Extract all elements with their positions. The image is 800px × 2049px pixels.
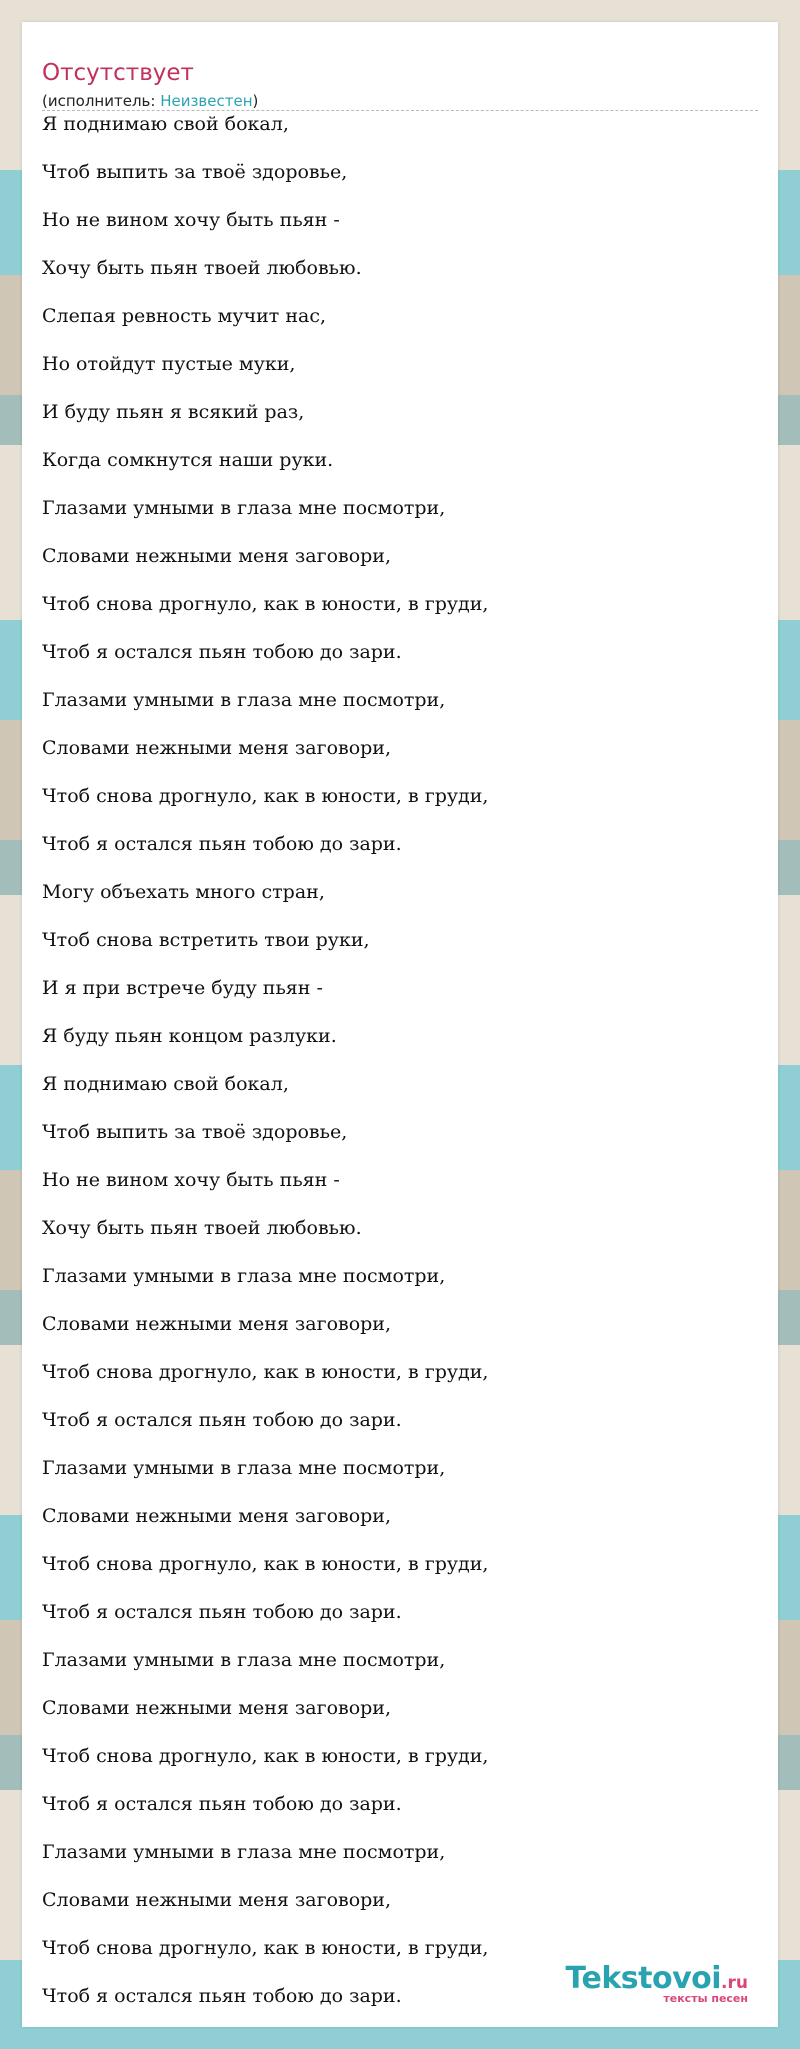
lyric-line: Чтоб снова дрогнуло, как в юности, в груди, <box>42 1361 489 1383</box>
lyric-line: Чтоб снова встретить твои руки, <box>42 929 370 951</box>
lyric-line: Глазами умными в глаза мне посмотри, <box>42 1457 446 1479</box>
song-title: Отсутствует <box>42 60 194 86</box>
performer-prefix: (исполнитель: <box>42 92 161 110</box>
lyric-line: Словами нежными меня заговори, <box>42 545 392 567</box>
lyric-line: Но не вином хочу быть пьян - <box>42 1169 340 1191</box>
lyric-line: Хочу быть пьян твоей любовью. <box>42 1217 362 1239</box>
lyric-line: Чтоб я остался пьян тобою до зари. <box>42 1793 402 1815</box>
lyric-line: Я поднимаю свой бокал, <box>42 113 289 135</box>
lyric-line: Чтоб снова дрогнуло, как в юности, в груди, <box>42 1553 489 1575</box>
lyric-line: Словами нежными меня заговори, <box>42 737 392 759</box>
lyric-line: Когда сомкнутся наши руки. <box>42 449 334 471</box>
logo-tagline: тексты песен <box>663 1992 748 2005</box>
logo-main: Tekstovoi <box>565 1961 722 1996</box>
performer-suffix: ) <box>252 92 259 110</box>
lyric-line: Чтоб снова дрогнуло, как в юности, в груди, <box>42 1937 489 1959</box>
lyric-line: Чтоб снова дрогнуло, как в юности, в груди, <box>42 593 489 615</box>
lyric-line: Чтоб выпить за твоё здоровье, <box>42 1121 348 1143</box>
performer-link[interactable]: Неизвестен <box>160 92 253 110</box>
lyric-line: Словами нежными меня заговори, <box>42 1505 392 1527</box>
lyric-line: Слепая ревность мучит нас, <box>42 305 327 327</box>
site-logo[interactable] <box>566 1961 749 2005</box>
logo-suffix: .ru <box>721 1973 748 1993</box>
lyric-line: Словами нежными меня заговори, <box>42 1697 392 1719</box>
lyric-line: Но отойдут пустые муки, <box>42 353 296 375</box>
lyrics-card <box>22 22 778 2027</box>
lyric-line: Хочу быть пьян твоей любовью. <box>42 257 362 279</box>
lyric-line: Но не вином хочу быть пьян - <box>42 209 340 231</box>
lyric-line: Словами нежными меня заговори, <box>42 1889 392 1911</box>
lyric-line: Я буду пьян концом разлуки. <box>42 1025 337 1047</box>
lyric-line: Чтоб я остался пьян тобою до зари. <box>42 1985 402 2007</box>
lyric-line: Чтоб я остался пьян тобою до зари. <box>42 1409 402 1431</box>
lyric-line: Глазами умными в глаза мне посмотри, <box>42 1265 446 1287</box>
lyric-line: Глазами умными в глаза мне посмотри, <box>42 497 446 519</box>
lyric-line: И буду пьян я всякий раз, <box>42 401 305 423</box>
lyric-line: Глазами умными в глаза мне посмотри, <box>42 689 446 711</box>
lyric-line: Чтоб я остался пьян тобою до зари. <box>42 833 402 855</box>
lyric-line: Глазами умными в глаза мне посмотри, <box>42 1841 446 1863</box>
lyric-line: И я при встрече буду пьян - <box>42 977 323 999</box>
lyrics-body <box>42 100 758 2020</box>
lyric-line: Чтоб снова дрогнуло, как в юности, в груди, <box>42 1745 489 1767</box>
lyric-line: Чтоб снова дрогнуло, как в юности, в груди, <box>42 785 489 807</box>
lyric-line: Чтоб выпить за твоё здоровье, <box>42 161 348 183</box>
lyric-line: Чтоб я остался пьян тобою до зари. <box>42 641 402 663</box>
lyric-line: Словами нежными меня заговори, <box>42 1313 392 1335</box>
lyric-line: Глазами умными в глаза мне посмотри, <box>42 1649 446 1671</box>
lyric-line: Я поднимаю свой бокал, <box>42 1073 289 1095</box>
lyric-line: Чтоб я остался пьян тобою до зари. <box>42 1601 402 1623</box>
lyric-line: Могу объехать много стран, <box>42 881 325 903</box>
